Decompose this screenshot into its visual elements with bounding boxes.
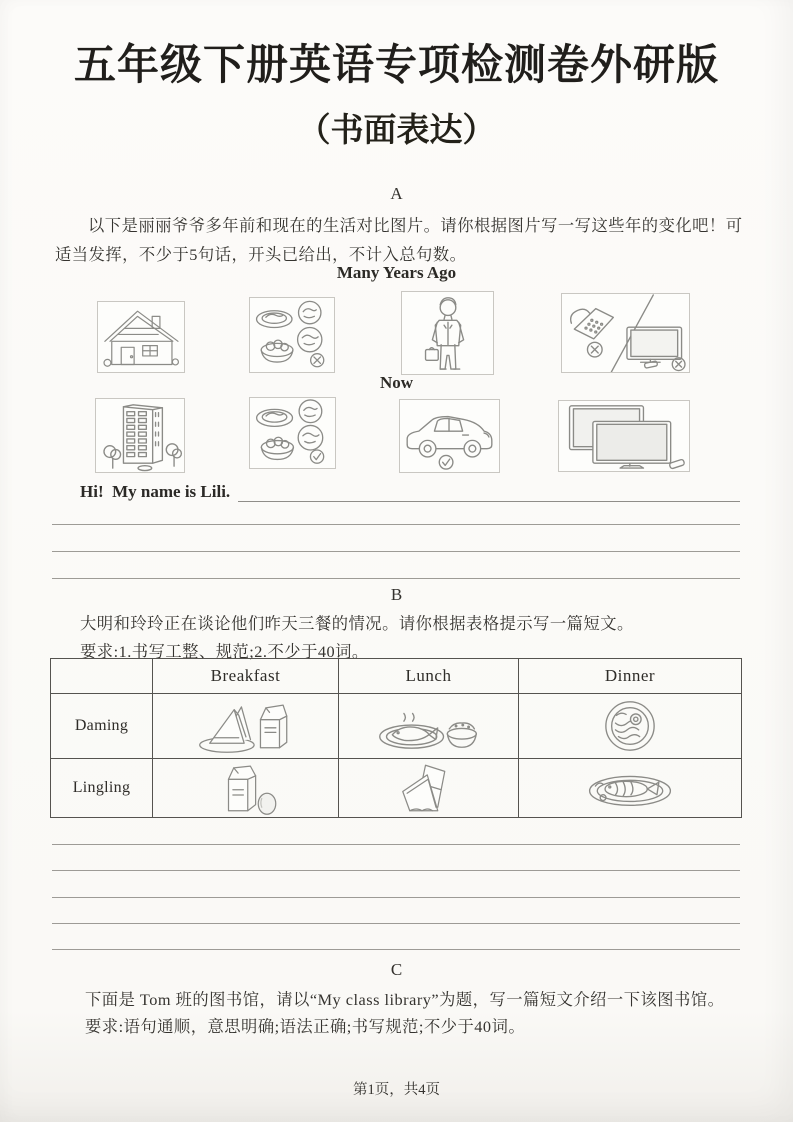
section-a-instruction-line1: 以下是丽丽爷爷多年前和现在的生活对比图片。请你根据图片写一写这些年的变化吧！可 xyxy=(88,216,743,235)
page-number: 第1页，共4页 xyxy=(353,1082,440,1098)
page-subtitle: （书面表达） xyxy=(297,113,496,149)
breakfast-header: Breakfast xyxy=(153,659,339,694)
two-televisions-illustration xyxy=(559,401,689,471)
answer-line xyxy=(52,551,740,552)
plenty-food-checked-image xyxy=(249,397,336,469)
lingling-breakfast-cell xyxy=(153,759,339,818)
answer-line xyxy=(52,578,740,579)
table-row xyxy=(51,759,742,818)
old-house-illustration xyxy=(98,302,184,372)
fish-and-rice-illustration xyxy=(373,698,485,754)
section-b-requirements: 要求:1.书写工整、规范;2.不少于40词。 xyxy=(80,642,369,661)
answer-line xyxy=(52,870,740,871)
old-house-image xyxy=(97,301,185,373)
answer-line xyxy=(52,524,740,525)
telephone-and-tv-crossed-image xyxy=(561,293,690,373)
two-televisions-image xyxy=(558,400,690,472)
scarce-food-crossed-image xyxy=(249,297,335,373)
answer-line xyxy=(52,844,740,845)
check-mark-icon xyxy=(310,450,323,463)
sandwich-and-milk-illustration xyxy=(188,697,303,755)
lingling-dinner-cell xyxy=(519,759,742,818)
lingling-row-label: Lingling xyxy=(51,759,153,818)
milk-and-egg-illustration xyxy=(200,760,292,816)
dinner-header: Dinner xyxy=(519,659,742,694)
lingling-lunch-cell xyxy=(339,759,519,818)
answer-line xyxy=(52,923,740,924)
section-b-label: B xyxy=(390,585,403,604)
now-heading: Now xyxy=(379,373,414,392)
answer-prompt: Hi! My name is Lili. xyxy=(80,482,231,501)
daming-breakfast-cell xyxy=(153,694,339,759)
scarce-food-illustration xyxy=(250,298,334,372)
man-with-bag-illustration xyxy=(402,292,493,374)
car-checked-image xyxy=(399,399,500,473)
answer-line xyxy=(238,479,740,502)
noodle-soup-illustration xyxy=(602,698,658,754)
man-with-bag-image xyxy=(401,291,494,375)
page-title: 五年级下册英语专项检测卷外研版 xyxy=(73,43,719,89)
answer-prompt-row xyxy=(80,479,740,502)
cross-mark-icon xyxy=(311,354,324,367)
telephone-and-tv-illustration xyxy=(562,294,689,372)
many-years-ago-heading: Many Years Ago xyxy=(336,263,457,282)
tall-building-image xyxy=(95,398,185,473)
daming-dinner-cell xyxy=(519,694,742,759)
cross-mark-icon xyxy=(587,342,602,357)
car-illustration xyxy=(400,400,499,472)
table-header-row xyxy=(51,659,742,694)
lunch-header: Lunch xyxy=(339,659,519,694)
plenty-food-illustration xyxy=(250,398,335,468)
section-c-instruction: 下面是 Tom 班的图书馆，请以“My class library”为题，写一篇短文介绍一下该图书馆。 xyxy=(85,990,725,1009)
tall-building-illustration xyxy=(96,399,184,472)
answer-line xyxy=(52,949,740,950)
section-a-instruction-line2: 适当发挥，不少于5句话，开头已给出，不计入总句数。 xyxy=(55,245,467,264)
answer-line xyxy=(52,897,740,898)
empty-header-cell xyxy=(51,659,153,694)
meals-table xyxy=(50,658,742,818)
daming-row-label: Daming xyxy=(51,694,153,759)
section-c-requirements: 要求:语句通顺，意思明确;语法正确;书写规范;不少于40词。 xyxy=(85,1017,526,1036)
daming-lunch-cell xyxy=(339,694,519,759)
sandwich-illustration xyxy=(389,760,469,816)
section-a-label: A xyxy=(390,184,403,203)
fish-dish-illustration xyxy=(582,763,678,813)
section-c-label: C xyxy=(390,960,403,979)
section-b-instruction: 大明和玲玲正在谈论他们昨天三餐的情况。请你根据表格提示写一篇短文。 xyxy=(80,614,634,633)
table-row xyxy=(51,694,742,759)
check-mark-icon xyxy=(439,455,453,469)
